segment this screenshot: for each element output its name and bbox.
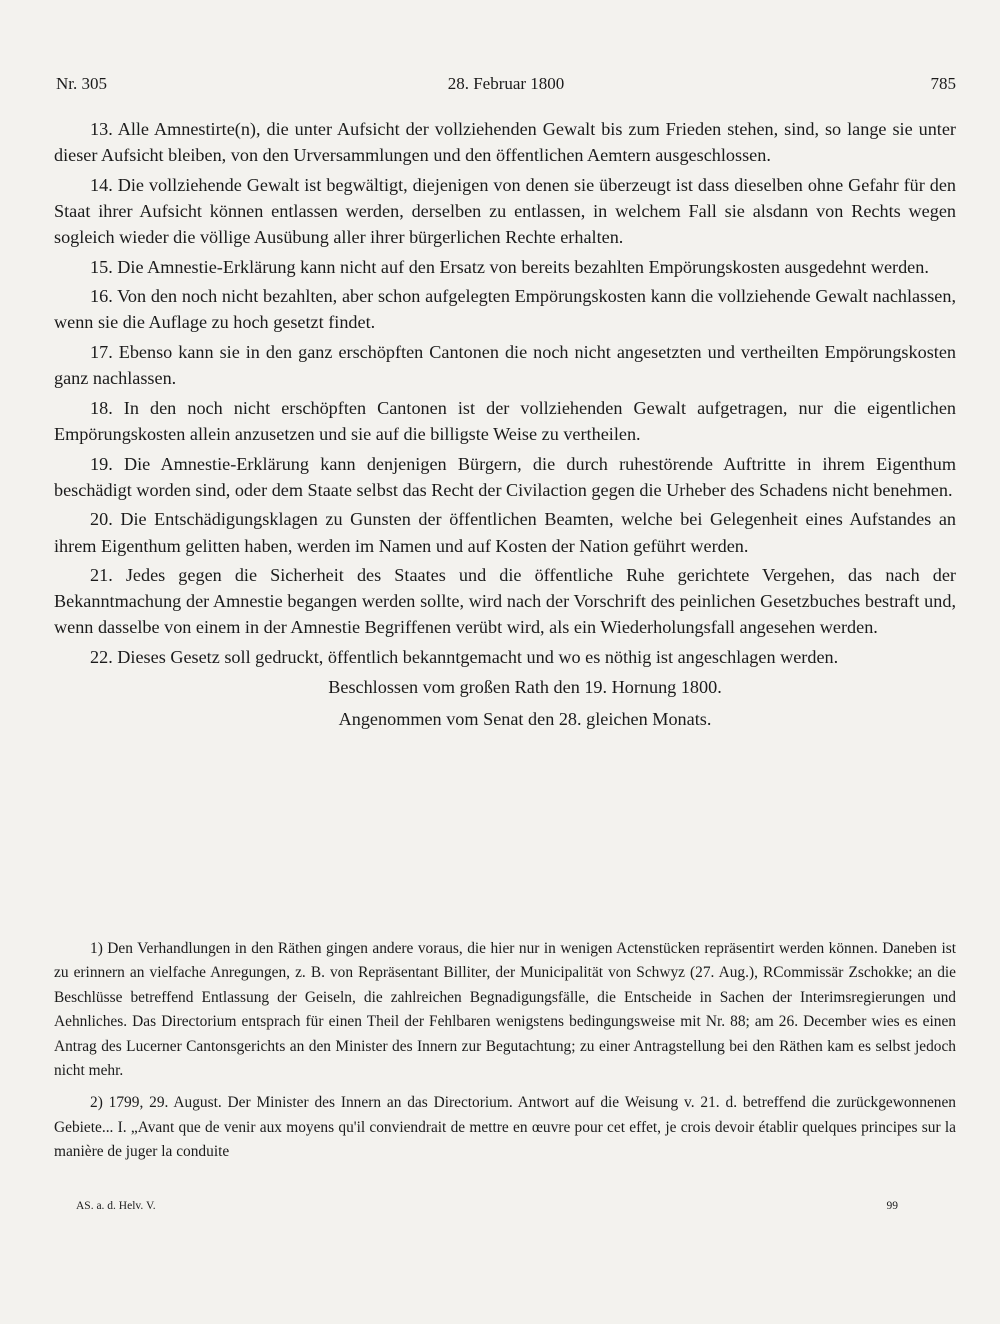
article-16: 16. Von den noch nicht bezahlten, aber schon aufgelegten Empörungskosten kann die vollziehende Gewalt nachlassen, wenn sie die Auflage zu hoch gesetzt findet. xyxy=(54,286,956,333)
page-number: 785 xyxy=(930,74,956,93)
document-number: Nr. 305 xyxy=(56,74,107,93)
sheet-number: 99 xyxy=(886,1200,898,1212)
article-17: 17. Ebenso kann sie in den ganz erschöpften Cantonen die noch nicht angesetzten und vertheilten Empörungskosten ganz nachlassen. xyxy=(54,342,956,389)
article-22: 22. Dieses Gesetz soll gedruckt, öffentlich bekanntgemacht und wo es nöthig ist angeschlagen werden. xyxy=(90,647,839,668)
article-19: 19. Die Amnestie-Erklärung kann denjenigen Bürgern, die durch ruhestörende Auftritte in ihrem Eigenthum beschädigt worden sind, oder dem Staate selbst das Recht der Civilaction gegen die Urheber des Schadens nicht benehmen. xyxy=(54,453,956,500)
page-footer xyxy=(76,1200,898,1216)
document-date: 28. Februar 1800 xyxy=(447,74,565,93)
article-20: 20. Die Entschädigungsklagen zu Gunsten der öffentlichen Beamten, welche bei Gelegenheit eines Aufstandes an ihrem Eigenthum gelitten haben, werden im Namen und auf Kosten der Nation geführt werden. xyxy=(54,509,956,556)
closing-senate: Angenommen vom Senat den 28. gleichen Monats. xyxy=(338,708,712,729)
running-header xyxy=(56,74,956,98)
article-13: 13. Alle Amnestirte(n), die unter Aufsicht der vollziehenden Gewalt bis zum Frieden stehen, sind, so lange sie unter dieser Aufsicht bleiben, von den Urversammlungen und den öffentlichen Aemtern ausgeschlossen. xyxy=(54,119,956,166)
closing-grand-council: Beschlossen vom großen Rath den 19. Hornung 1800. xyxy=(328,676,722,697)
footnote-1: 1) Den Verhandlungen in den Räthen gingen andere voraus, die hier nur in wenigen Actenstücken repräsentirt werden können. Daneben ist zu erinnern an vielfache Anregungen, z. B. von Repräsentant Billiter, der Municipalität von Schwyz (27. Aug.), RCommissär Zschokke; an die Beschlüsse betreffend Entlassung der Geiseln, die zahlreichen Begnadigungsfälle, die Entscheide in Sachen der Interimsregierungen und Aehnliches. Das Directorium entsprach für einen Theil der Fehlbaren wenigstens bedingungsweise mit Nr. 88; am 26. December wies es einen Antrag des Lucerner Cantonsgerichts an den Minister des Innern zur Begutachtung; zu einer Antragstellung bei den Räthen kam es selbst jedoch nicht mehr. xyxy=(54,940,956,1080)
law-text xyxy=(54,116,956,738)
print-signature: AS. a. d. Helv. V. xyxy=(76,1200,156,1212)
article-14: 14. Die vollziehende Gewalt ist begwältigt, diejenigen von denen sie überzeugt ist dass dieselben ohne Gefahr für den Staat ihrer Aufsicht können entlassen werden, derselben zu entlassen, in welchem Fall sie alsdann von Rechts wegen sogleich wieder die völlige Ausübung aller ihrer bürgerlichen Rechte erhalten. xyxy=(54,174,956,247)
article-18: 18. In den noch nicht erschöpften Cantonen ist der vollziehenden Gewalt aufgetragen, nur die eigentlichen Empörungskosten allein anzusetzen und sie auf die billigste Weise zu vertheilen. xyxy=(54,397,956,444)
article-15: 15. Die Amnestie-Erklärung kann nicht auf den Ersatz von bereits bezahlten Empörungskosten ausgedehnt werden. xyxy=(90,256,929,277)
footnotes xyxy=(54,937,956,1173)
footnote-2: 2) 1799, 29. August. Der Minister des Innern an das Directorium. Antwort auf die Weisung v. 21. d. betreffend die zurückgewonnenen Gebiete... I. „Avant que de venir aux moyens qu'il conviendrait de mettre en œuvre pour cet effet, je crois devoir établir quelques principes sur la manière de juger la conduite xyxy=(54,1094,956,1161)
article-21: 21. Jedes gegen die Sicherheit des Staates und die öffentliche Ruhe gerichtete Vergehen, das nach der Bekanntmachung der Amnestie begangen werden sollte, wird nach der Vorschrift des peinlichen Gesetzbuches bestraft und, wenn dasselbe von einem in der Amnestie Begriffenen verübt wird, als ein Wiederholungsfall angesehen werden. xyxy=(54,565,956,638)
